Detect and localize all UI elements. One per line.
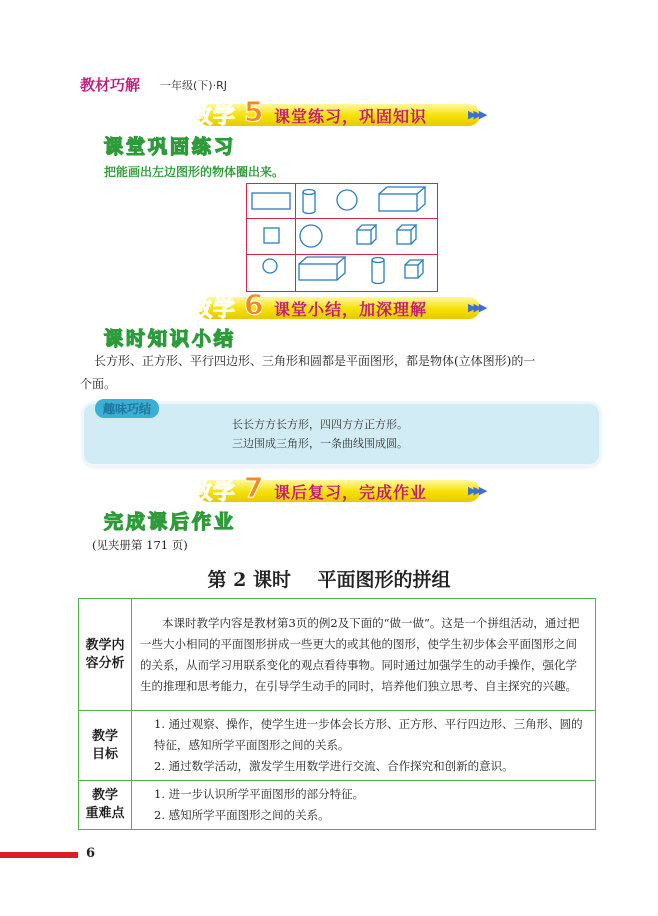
subheading-homework: 完成课后作业 (104, 511, 237, 533)
book-title: 教材巧解 (80, 76, 141, 94)
table-row (79, 599, 596, 711)
cube-shape (405, 260, 423, 278)
list-item: 2. 通过数学活动，激发学生用数学进行交流、合作探究和创新的意识。 (154, 759, 514, 773)
exercise-grid (246, 183, 438, 292)
banner-number: 5 (244, 95, 264, 128)
cylinder-shape (372, 258, 384, 284)
summary-line: 长方形、正方形、平行四边形、三角形和圆都是平面图形，都是物体(立体图形)的一 (94, 354, 536, 368)
row-label (79, 711, 132, 781)
rectangle-shape (252, 193, 290, 209)
row-content (132, 781, 596, 830)
row-label-line: 教学 (91, 728, 118, 744)
triple-arrow-icon: ▶▶▶ (468, 108, 485, 121)
banner-title: 课堂小结，加深理解 (274, 300, 428, 319)
row-label-line: 教学内 (85, 637, 125, 653)
row-label-line: 教学 (91, 788, 118, 803)
fun-tips-tag: 趣味巧结 (95, 399, 159, 418)
book-subtitle: 一年级(下)·RJ (160, 79, 227, 92)
circle-shape (263, 259, 277, 273)
subheading-summary: 课时知识小结 (104, 328, 237, 350)
lesson-info-table (78, 598, 596, 830)
fun-tips-box (84, 404, 599, 464)
cube-shape (397, 225, 416, 244)
page-number: 6 (86, 846, 96, 861)
banner-number: 7 (244, 471, 264, 504)
banner-prefix: 教学 (190, 297, 237, 322)
list-item: 1. 进一步认识所学平面图形的部分特征。 (154, 787, 365, 801)
table-row (79, 781, 596, 830)
square-shape (264, 228, 279, 243)
section-banner-6 (190, 288, 496, 323)
banner-number: 6 (244, 288, 264, 321)
triple-arrow-icon: ▶▶▶ (468, 301, 485, 314)
cuboid-shape (379, 187, 425, 211)
sphere-shape (337, 190, 357, 210)
banner-title: 课堂练习，巩固知识 (274, 107, 428, 126)
homework-note: (见夹册第 171 页) (92, 538, 188, 552)
list-item: 1. 通过观察、操作，使学生进一步体会长方形、正方形、平行四边形、三角形、圆的特征，感知所学平面图形之间的关系。 (154, 717, 583, 752)
table-row (79, 711, 596, 781)
cube-shape (357, 225, 376, 244)
summary-line: 个面。 (80, 377, 117, 391)
cuboid-shape (299, 257, 345, 280)
row-label (79, 781, 132, 830)
lesson-title: 第 2 课时 平面图形的拼组 (207, 569, 451, 591)
subheading-practice: 课堂巩固练习 (104, 136, 237, 158)
section-banner-5 (190, 95, 496, 130)
footer-red-bar (0, 852, 78, 858)
sphere-shape (300, 225, 322, 247)
row-content (132, 599, 596, 711)
banner-prefix: 教学 (190, 480, 237, 505)
row-label (79, 599, 132, 711)
shapes-drawing (247, 184, 437, 291)
row-label-line: 容分析 (85, 655, 125, 671)
triple-arrow-icon: ▶▶▶ (468, 484, 485, 497)
row-label-line: 重难点 (85, 806, 125, 821)
row-label-line: 目标 (91, 746, 118, 762)
banner-prefix: 教学 (190, 104, 237, 129)
summary-paragraph (80, 350, 600, 396)
banner-title: 课后复习，完成作业 (274, 483, 428, 502)
row-content (132, 711, 596, 781)
fun-tips-line: 三边围成三角形，一条曲线围成圆。 (232, 437, 408, 450)
fun-tips-line: 长长方方长方形，四四方方正方形。 (232, 418, 408, 431)
content-paragraph: 本课时教学内容是教材第3页的例2及下面的“做一做”。这是一个拼组活动，通过把一些大小相同的平面图形拼成一些更大的或其他的图形，使学生初步体会平面图形之间的关系，从而学习用联系变化的观点看待事物。同时通过加强学生的动手操作，强化学生的推理和思考能力，在引导学生动手的同时，培养他们独立思考、自主探究的兴趣。 (140, 615, 580, 693)
cylinder-shape (303, 190, 315, 214)
list-item: 2. 感知所学平面图形之间的关系。 (154, 808, 330, 822)
exercise-instruction: 把能画出左边图形的物体圈出来。 (104, 165, 285, 179)
section-banner-7 (190, 471, 496, 506)
